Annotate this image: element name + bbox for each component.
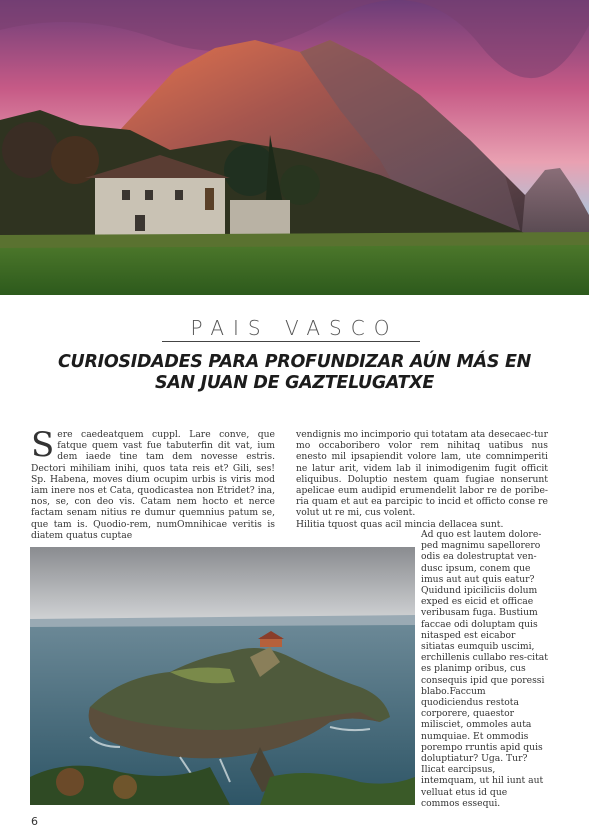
hero-photo — [0, 0, 589, 295]
body-text-right-2: Hilitia tquost quas acil mincia dellacea sunt. — [296, 518, 504, 530]
section-kicker: PAIS VASCO — [190, 316, 399, 340]
kicker-underline — [162, 341, 420, 342]
page-number: 6 — [31, 815, 38, 828]
body-text-left: ere caedeatquem cuppl. Lare conve, que fatque quem vast fue tabuterfin dit vat, ium dem iaede tine tam dem novesse estris. Dectori mihiliam inihi, quos tata reis et? Gili, ses! Sp. Habena, moves dium ocupim urbis is viris mod iam inere nos et Cata, quodicastea non Etridet? ina, nos, se, con deo vis. Catam nem hocto et nerce factam senam nitius re dumur quemnius patum se, que tam is. Quodio-rem, numOmnihicae veritis is diatem quatus cuptae — [31, 429, 275, 541]
body-column-narrow: Ad quo est lautem dolore-ped magnimu sapellorero odis ea dolestruptat ven-dusc ipsum, conem que imus aut aut quis eatur? Quidund ipiciliciis dolum exped es eicid et officae veribusam fuga. Bustium faccae odi doluptam quis nitasped est eicabor sitiatas eumquib uscimi, erchillenis cullabo res-citat es planimp oribus, cus consequis ipid que poressi blabo.Faccum quodiciendus restota corporere, quaestor milisciet, ommoles auta numquiae. Et ommodis porempo rruntis apid quis doluptiatur? Uga. Tur? Ilicat earcipsus, intemquam, ut hil iunt aut velluat etus id que commos essequi. — [421, 529, 548, 809]
island-photo — [30, 547, 415, 805]
headline-line-1: CURIOSIDADES PARA PROFUNDIZAR AÚN MÁS EN — [58, 352, 531, 372]
body-column-right — [296, 429, 548, 530]
drop-cap: S — [31, 425, 55, 465]
island-hermitage-photo — [30, 547, 415, 805]
mountain-farmhouse-photo — [0, 0, 589, 295]
body-column-left — [31, 425, 275, 541]
body-text-right-1: vendignis mo incimporio qui totatam ata desecaec-tur mo occaboribero volor rem nihitaq uatibus nus enesto mil ipsapiendit volore lam, ute comnimperiti ne latur arit, videm lab il inimodigenim fugit officit eliquibus. Doluptio nestem quam fugiae nonserunt apelicae eum audipid erumendelit labor re de poribe-ria quam et aut ea parcipic to incid et officto conse re volut ut re mi, cus volent. — [296, 429, 548, 519]
article-headline — [30, 352, 559, 394]
headline-line-2: SAN JUAN DE GAZTELUGATXE — [155, 373, 434, 393]
